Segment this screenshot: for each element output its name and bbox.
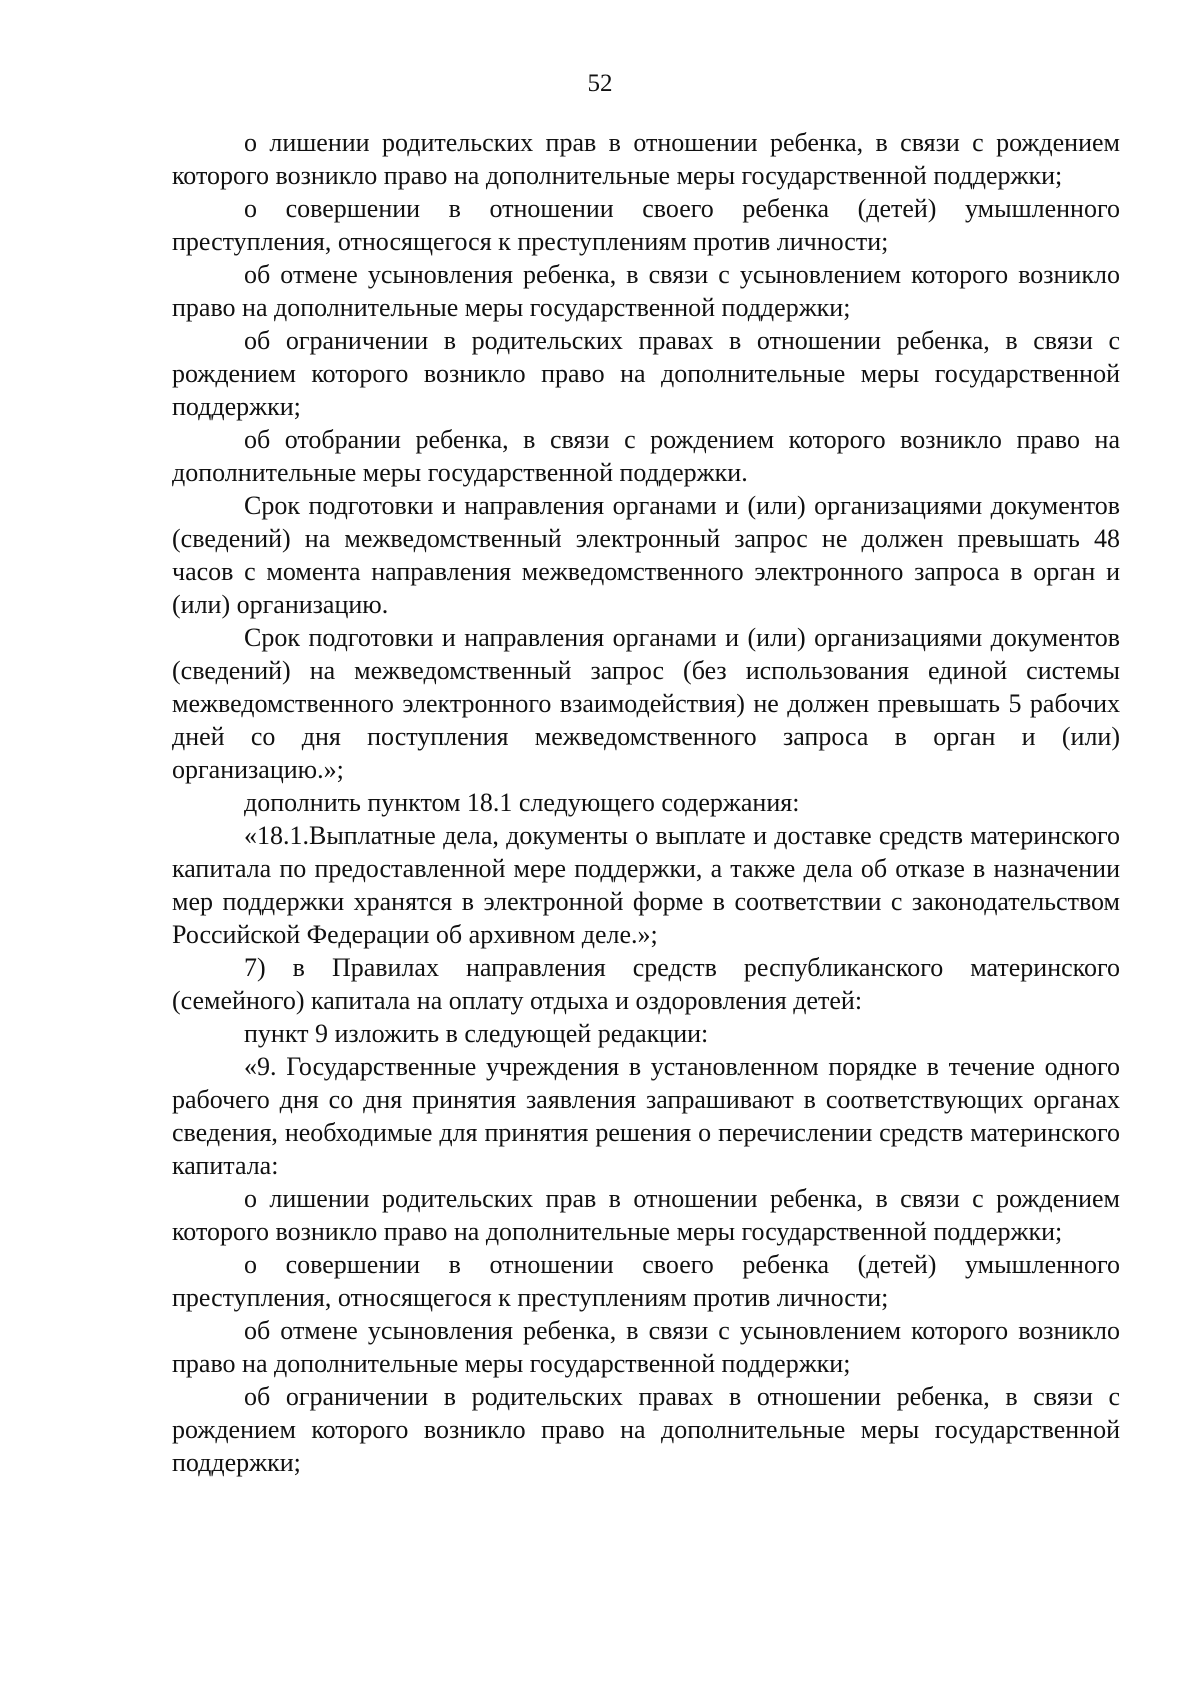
paragraph-16: об ограничении в родительских правах в отношении ребенка, в связи с рождением которого возникло право на дополнительные меры государственной поддержки; <box>172 1382 1120 1477</box>
paragraph-15: об отмене усыновления ребенка, в связи с усыновлением которого возникло право на дополнительные меры государственной поддержки; <box>172 1316 1120 1378</box>
paragraph-1: о лишении родительских прав в отношении ребенка, в связи с рождением которого возникло право на дополнительные меры государственной поддержки; <box>172 128 1120 190</box>
document-body <box>172 126 1120 1479</box>
paragraph-12: «9. Государственные учреждения в установленном порядке в течение одного рабочего дня со дня принятия заявления запрашивают в соответствующих органах сведения, необходимые для принятия решения о перечислении средств материнского капитала: <box>172 1052 1120 1180</box>
paragraph-11: пункт 9 изложить в следующей редакции: <box>244 1019 709 1048</box>
paragraph-3: об отмене усыновления ребенка, в связи с усыновлением которого возникло право на дополнительные меры государственной поддержки; <box>172 260 1120 322</box>
page-number: 52 <box>587 70 613 97</box>
paragraph-14: о совершении в отношении своего ребенка (детей) умышленного преступления, относящегося к преступлениям против личности; <box>172 1250 1120 1312</box>
paragraph-4: об ограничении в родительских правах в отношении ребенка, в связи с рождением которого возникло право на дополнительные меры государственной поддержки; <box>172 326 1120 421</box>
paragraph-10: 7) в Правилах направления средств республиканского материнского (семейного) капитала на оплату отдыха и оздоровления детей: <box>172 953 1120 1015</box>
paragraph-6: Срок подготовки и направления органами и (или) организациями документов (сведений) на межведомственный электронный запрос не должен превышать 48 часов с момента направления межведомственного электронного запроса в орган и (или) организацию. <box>172 491 1120 619</box>
paragraph-9: «18.1.Выплатные дела, документы о выплате и доставке средств материнского капитала по предоставленной мере поддержки, а также дела об отказе в назначении мер поддержки хранятся в электронной форме в соответствии с законодательством Российской Федерации об архивном деле.»; <box>172 821 1120 949</box>
paragraph-13: о лишении родительских прав в отношении ребенка, в связи с рождением которого возникло право на дополнительные меры государственной поддержки; <box>172 1184 1120 1246</box>
paragraph-5: об отобрании ребенка, в связи с рождением которого возникло право на дополнительные меры государственной поддержки. <box>172 425 1120 487</box>
paragraph-2: о совершении в отношении своего ребенка (детей) умышленного преступления, относящегося к преступлениям против личности; <box>172 194 1120 256</box>
paragraph-7: Срок подготовки и направления органами и (или) организациями документов (сведений) на межведомственный запрос (без использования единой системы межведомственного электронного взаимодействия) не должен превышать 5 рабочих дней со дня поступления межведомственного запроса в орган и (или) организацию.»; <box>172 623 1120 784</box>
paragraph-8: дополнить пунктом 18.1 следующего содержания: <box>244 788 800 817</box>
